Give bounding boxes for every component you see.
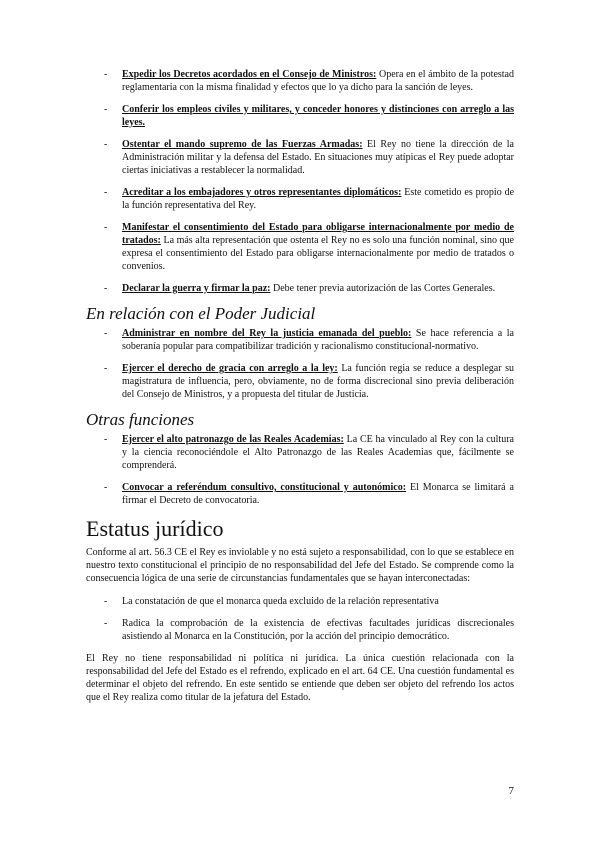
item-text: El Monarca se limitará a firmar el Decreto de convocatoria. [122, 482, 514, 506]
item-title: Manifestar el consentimiento del Estado para obligarse internacionalmente por medio de tratados: [122, 222, 514, 246]
item-title: Acreditar a los embajadores y otros representantes diplomáticos: [122, 187, 402, 198]
paragraph: Conforme al art. 56.3 CE el Rey es inviolable y no está sujeto a responsabilidad, con lo que se establece en nuestro texto constitucional el principio de no responsabilidad del Jefe del Estado. Se comprende como la consecuencia lógica de una serie de circunstancias fundamentales que se hayan interconectadas: [86, 547, 514, 584]
item-title: Expedir los Decretos acordados en el Consejo de Ministros: [122, 69, 377, 80]
item-title: Conferir los empleos civiles y militares, y conceder honores y distinciones con arreglo a las leyes. [122, 104, 514, 128]
list-item: - Declarar la guerra y firmar la paz: Debe tener previa autorización de las Cortes Generales. [104, 283, 496, 294]
king-functions-list [86, 68, 514, 295]
heading-otras-funciones: Otras funciones [86, 410, 195, 429]
other-functions-list [86, 433, 514, 507]
circumstances-list [86, 595, 514, 643]
item-text: Debe tener previa autorización de las Cortes Generales. [270, 283, 496, 294]
item-title: Ejercer el derecho de gracia con arreglo a la ley: [122, 363, 338, 374]
item-title: Declarar la guerra y firmar la paz: [122, 283, 271, 294]
item-text: Opera en el ámbito de la potestad reglamentaria con la misma finalidad y efectos que lo ya dicho para la sanción de leyes. [122, 69, 514, 93]
list-item: - Ejercer el alto patronazgo de las Reales Academias: La CE ha vinculado al Rey con la cultura y la ciencia reconociéndole el Alto Patronazgo de las Reales Academias que, fácilmente se comprenderá. [104, 434, 514, 471]
item-text: La función regia se reduce a desplegar su magistratura de influencia, pero, obviamente, no de forma discrecional sino previa deliberación del Consejo de Ministros, y a propuesta del titular de Justicia. [122, 363, 514, 400]
judicial-functions-list [86, 327, 514, 401]
item-text: La más alta representación que ostenta el Rey no es solo una función nominal, sino que expresa el consentimiento del Estado para obligarse internacionalmente por medio de tratados o convenios. [122, 235, 514, 272]
list-item: - Ostentar el mando supremo de las Fuerzas Armadas: El Rey no tiene la dirección de la Administración militar y la defensa del Estado. En situaciones muy atípicas el Rey puede adoptar ciertas iniciativas a restablecer la normalidad. [104, 139, 514, 176]
section-title: Estatus jurídico [86, 516, 224, 541]
list-item: - Conferir los empleos civiles y militares, y conceder honores y distinciones con arreglo a las leyes. [104, 104, 514, 128]
item-text: La constatación de que el monarca queda excluido de la relación representativa [122, 596, 439, 607]
heading-poder-judicial: En relación con el Poder Judicial [86, 304, 316, 323]
item-title: Ejercer el alto patronazgo de las Reales Academias: [122, 434, 344, 445]
item-text: Este cometido es propio de la función representativa del Rey. [122, 187, 515, 211]
paragraph: El Rey no tiene responsabilidad ni política ni jurídica. La única cuestión relacionada con la responsabilidad del Jefe del Estado es el refrendo, explicado en el art. 64 CE. Una cuestión fundamental es determinar el objeto del refrendo. En este sentido se entiende que deben ser objeto del refrendo los actos que el Rey realiza como titular de la jefatura del Estado. [86, 653, 514, 703]
item-title: Administrar en nombre del Rey la justicia emanada del pueblo: [122, 328, 412, 339]
document-page [86, 68, 514, 714]
item-title: Convocar a referéndum consultivo, constitucional y autonómico: [122, 482, 407, 493]
list-item: - Radica la comprobación de la existencia de efectivas facultades jurídicas discrecionales asistiendo al Monarca en la Constitución, por la acción del principio democrático. [104, 618, 514, 642]
page-number: 7 [508, 785, 514, 797]
item-text: Radica la comprobación de la existencia de efectivas facultades jurídicas discrecionales asistiendo al Monarca en la Constitución, por la acción del principio democrático. [122, 618, 514, 642]
item-text: La CE ha vinculado al Rey con la cultura y la ciencia reconociéndole el Alto Patronazgo de las Reales Academias que, fácilmente se comprenderá. [122, 434, 514, 471]
list-item: - Convocar a referéndum consultivo, constitucional y autonómico: El Monarca se limitará a firmar el Decreto de convocatoria. [104, 482, 514, 506]
list-item: - La constatación de que el monarca queda excluido de la relación representativa [104, 596, 439, 607]
list-item: - Expedir los Decretos acordados en el Consejo de Ministros: Opera en el ámbito de la potestad reglamentaria con la misma finalidad y efectos que lo ya dicho para la sanción de leyes. [104, 69, 514, 93]
item-text: Se hace referencia a la soberanía popular para compatibilizar tradición y racionalismo constitucional-normativo. [122, 328, 514, 352]
list-item: - Ejercer el derecho de gracia con arreglo a la ley: La función regia se reduce a desplegar su magistratura de influencia, pero, obviamente, no de forma discrecional sino previa deliberación del Consejo de Ministros, y a propuesta del titular de Justicia. [104, 363, 514, 400]
list-item: - Administrar en nombre del Rey la justicia emanada del pueblo: Se hace referencia a la soberanía popular para compatibilizar tradición y racionalismo constitucional-normativo. [104, 328, 514, 352]
list-item: - Manifestar el consentimiento del Estado para obligarse internacionalmente por medio de tratados: La más alta representación que ostenta el Rey no es solo una función nominal, sino que expresa el consentimiento del Estado para obligarse internacionalmente por medio de tratados o convenios. [104, 222, 514, 272]
item-text: El Rey no tiene la dirección de la Administración militar y la defensa del Estado. En situaciones muy atípicas el Rey puede adoptar ciertas iniciativas a restablecer la normalidad. [122, 139, 514, 176]
item-title: Ostentar el mando supremo de las Fuerzas Armadas: [122, 139, 363, 150]
list-item: - Acreditar a los embajadores y otros representantes diplomáticos: Este cometido es propio de la función representativa del Rey. [104, 187, 515, 211]
